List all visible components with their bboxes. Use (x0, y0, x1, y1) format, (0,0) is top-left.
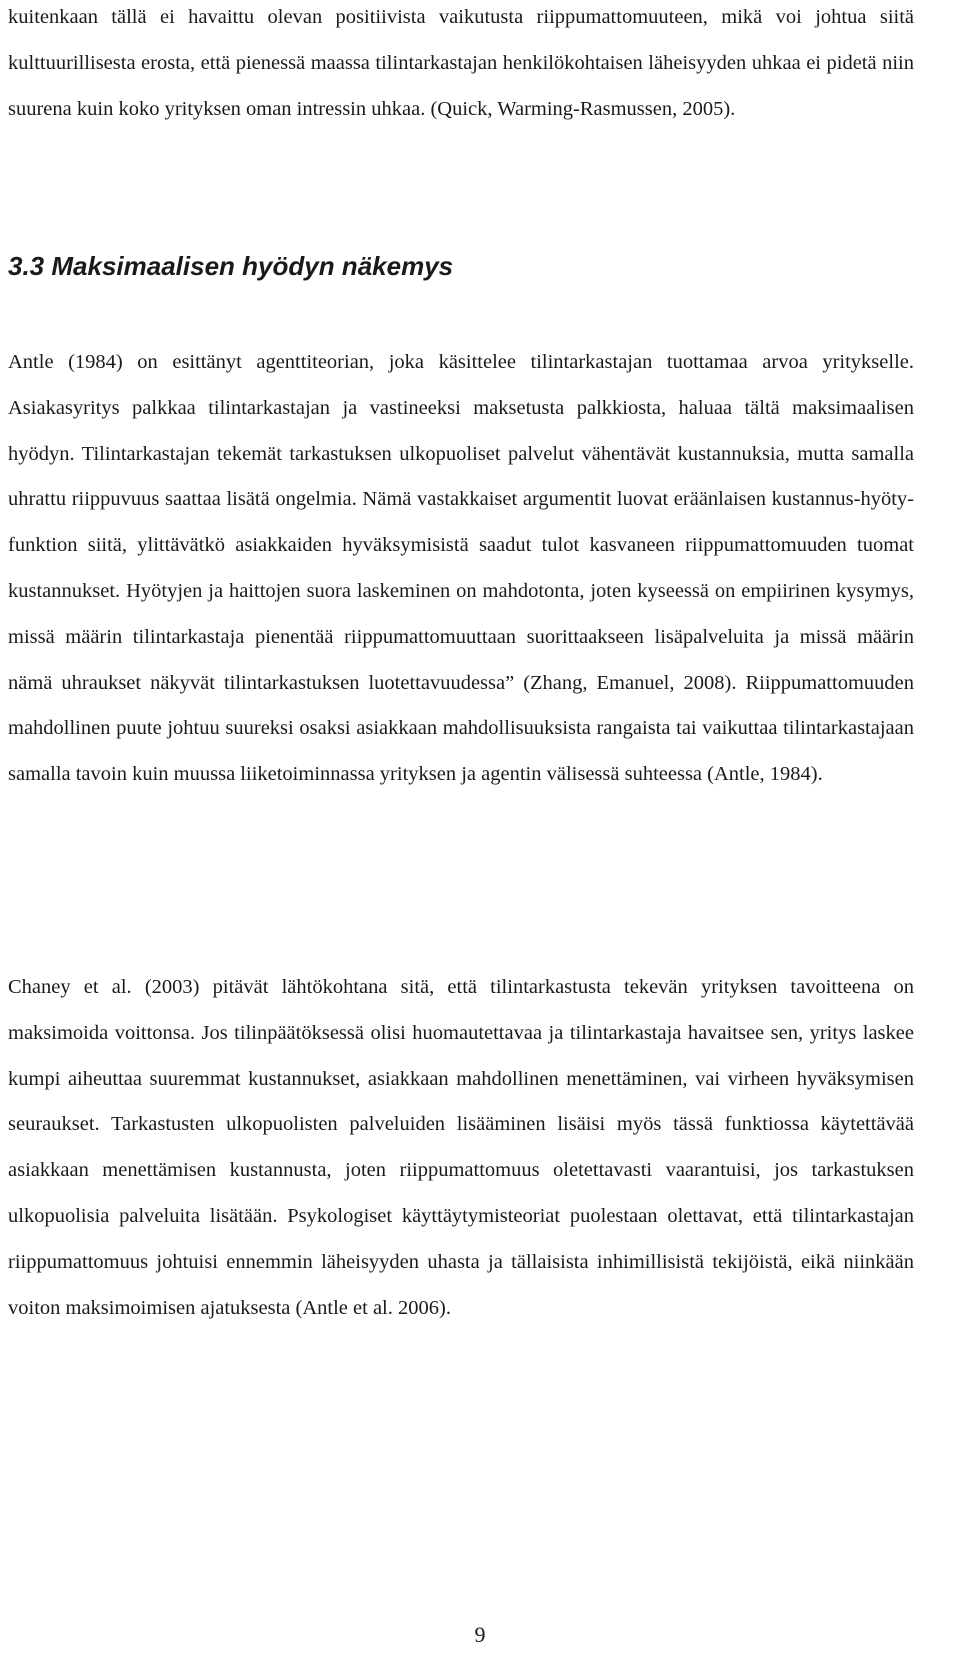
paragraph-antle: Antle (1984) on esittänyt agenttiteorian, joka käsittelee tilintarkastajan tuottamaa arvoa yritykselle. Asiakasyritys palkkaa tilintarkastajan ja vastineeksi maksetusta palkkiosta, haluaa tältä maksimaalisen hyödyn. Tilintarkastajan tekemät tarkastuksen ulkopuoliset palvelut vähentävät kustannuksia, mutta samalla uhrattu riippuvuus saattaa lisätä ongelmia. Nämä vastakkaiset argumentit luovat eräänlaisen kustannus-hyöty-funktion siitä, ylittävätkö asiakkaiden hyväksymisistä saadut tulot kasvaneen riippumattomuuden tuomat kustannukset. Hyötyjen ja haittojen suora laskeminen on mahdotonta, joten kyseessä on empiirinen kysymys, missä määrin tilintarkastaja pienentää riippumattomuuttaan suorittaakseen lisäpalveluita ja missä määrin nämä uhraukset näkyvät tilintarkastuksen luotettavuudessa” (Zhang, Emanuel, 2008). Riippumattomuuden mahdollinen puute johtuu suureksi osaksi asiakkaan mahdollisuuksista rangaista tai vaikuttaa tilintarkastajaan samalla tavoin kuin muussa liiketoiminnassa yrityksen ja agentin välisessä suhteessa (Antle, 1984). (8, 351, 914, 786)
section-heading: 3.3 Maksimaalisen hyödyn näkemys (8, 251, 454, 281)
paragraph-chaney: Chaney et al. (2003) pitävät lähtökohtana sitä, että tilintarkastusta tekevän yrityksen tavoitteena on maksimoida voittonsa. Jos tilinpäätöksessä olisi huomautettavaa ja tilintarkastaja havaitsee sen, yritys laskee kumpi aiheuttaa suuremmat kustannukset, asiakkaan mahdollinen menettäminen, vai virheen hyväksymisen seuraukset. Tarkastusten ulkopuolisten palveluiden lisääminen lisäisi myös tässä funktiossa käytettävää asiakkaan menettämisen kustannusta, joten riippumattomuus oletettavasti vaarantuisi, jos tarkastuksen ulkopuolisia palveluita lisätään. Psykologiset käyttäytymisteoriat puolestaan olettavat, että tilintarkastajan riippumattomuus johtuisi ennemmin läheisyyden uhasta ja tällaisista inhimillisistä tekijöistä, eikä niinkään voiton maksimoimisen ajatuksesta (Antle et al. 2006). (8, 976, 914, 1319)
page-number: 9 (474, 1622, 486, 1647)
paragraph-intro: kuitenkaan tällä ei havaittu olevan positiivista vaikutusta riippumattomuuteen, mikä voi johtua siitä kulttuurillisesta erosta, että pienessä maassa tilintarkastajan henkilökohtaisen läheisyyden uhkaa ei pidetä niin suurena kuin koko yrityksen oman intressin uhkaa. (Quick, Warming-Rasmussen, 2005). (8, 6, 914, 120)
